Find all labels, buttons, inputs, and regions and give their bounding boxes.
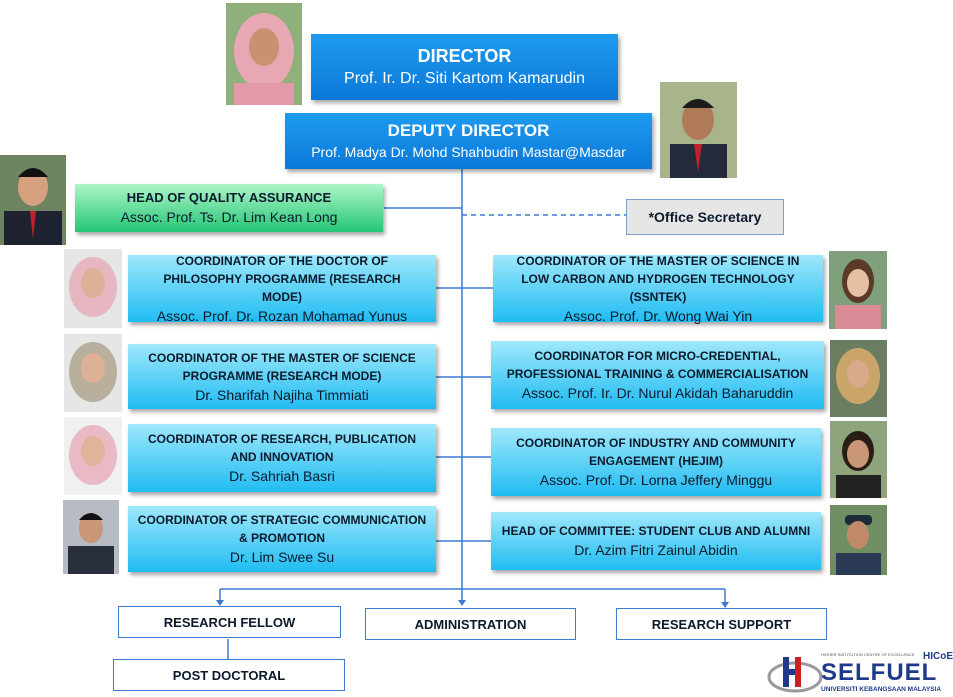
coordinator-communication-box: [128, 506, 436, 572]
director-role: DIRECTOR: [417, 46, 512, 66]
coordinator-role: COORDINATOR FOR MICRO-CREDENTIAL, PROFESSIONAL TRAINING & COMMERCIALISATION: [506, 349, 809, 381]
coordinator-role: COORDINATOR OF INDUSTRY AND COMMUNITY ENGAGEMENT (HEJIM): [516, 436, 796, 468]
director-box: [311, 34, 618, 100]
deputy-director-photo: [660, 82, 737, 178]
deputy-role: DEPUTY DIRECTOR: [387, 121, 550, 140]
administration-box: [365, 608, 576, 640]
coordinator-phd-box: [128, 255, 436, 322]
coordinator-photo-5: [829, 251, 887, 329]
coordinator-role: COORDINATOR OF THE MASTER OF SCIENCE IN LOW CARBON AND HYDROGEN TECHNOLOGY (SSNTEK): [516, 253, 800, 304]
quality-assurance-box: [75, 184, 383, 232]
coordinator-photo-3: [64, 417, 122, 495]
research-fellow-box: [118, 606, 341, 638]
coordinator-photo-8: [830, 505, 887, 575]
post-doctoral-box: [113, 659, 345, 691]
coordinator-name: Assoc. Prof. Dr. Lorna Jeffery Minggu: [539, 472, 773, 488]
coordinator-role: COORDINATOR OF STRATEGIC COMMUNICATION & PROMOTION: [137, 513, 427, 545]
coordinator-msc-box: [128, 344, 436, 409]
administration-label: ADMINISTRATION: [414, 616, 527, 632]
post-doctoral-label: POST DOCTORAL: [172, 667, 286, 683]
coordinator-name: Dr. Azim Fitri Zainul Abidin: [574, 542, 738, 558]
deputy-name: Prof. Madya Dr. Mohd Shahbudin Mastar@Masdar: [311, 144, 626, 160]
qa-role: HEAD OF QUALITY ASSURANCE: [126, 190, 332, 205]
research-support-box: [616, 608, 827, 640]
coordinator-ssntek-box: [493, 255, 823, 322]
logo-badge: HICoE: [923, 651, 953, 662]
coordinator-role: COORDINATOR OF RESEARCH, PUBLICATION AND INNOVATION: [147, 432, 416, 464]
coordinator-name: Dr. Sahriah Basri: [229, 468, 335, 484]
office-secretary-box: [626, 199, 784, 235]
qa-head-photo: [0, 155, 66, 245]
logo-main: SELFUEL: [821, 659, 938, 686]
coordinator-photo-4: [63, 500, 119, 574]
coordinator-microcredential-box: [491, 341, 824, 409]
director-photo: [226, 3, 302, 105]
coordinator-name: Dr. Lim Swee Su: [229, 549, 335, 565]
coordinator-photo-7: [830, 421, 887, 498]
secretary-label: *Office Secretary: [648, 209, 762, 225]
coordinator-role: HEAD OF COMMITTEE: STUDENT CLUB AND ALUMNI: [501, 524, 811, 538]
coordinator-photo-6: [830, 340, 887, 417]
research-fellow-label: RESEARCH FELLOW: [163, 614, 296, 630]
coordinator-photo-2: [64, 334, 122, 412]
coordinator-role: COORDINATOR OF THE DOCTOR OF PHILOSOPHY PROGRAMME (RESEARCH MODE): [163, 253, 401, 304]
research-support-label: RESEARCH SUPPORT: [651, 616, 792, 632]
coordinator-name: Dr. Sharifah Najiha Timmiati: [195, 386, 369, 403]
logo-sub: UNIVERSITI KEBANGSAAN MALAYSIA: [821, 686, 942, 693]
director-name: Prof. Ir. Dr. Siti Kartom Kamarudin: [344, 70, 585, 87]
coordinator-role: COORDINATOR OF THE MASTER OF SCIENCE PROGRAMME (RESEARCH MODE): [148, 350, 416, 383]
head-student-club-box: [491, 512, 821, 570]
coordinator-photo-1: [64, 249, 122, 328]
coordinator-name: Assoc. Prof. Dr. Rozan Mohamad Yunus: [156, 307, 408, 324]
deputy-director-box: [285, 113, 652, 169]
coordinator-research-box: [128, 424, 436, 492]
qa-name: Assoc. Prof. Ts. Dr. Lim Kean Long: [120, 209, 338, 225]
coordinator-name: Assoc. Prof. Ir. Dr. Nurul Akidah Baharuddin: [521, 385, 794, 401]
coordinator-hejim-box: [491, 428, 821, 496]
coordinator-name: Assoc. Prof. Dr. Wong Wai Yin: [563, 307, 753, 324]
selfuel-logo: [763, 651, 951, 695]
logo-tiny-text: HIGHER INSTITUTION CENTRE OF EXCELLENCE: [821, 652, 915, 657]
